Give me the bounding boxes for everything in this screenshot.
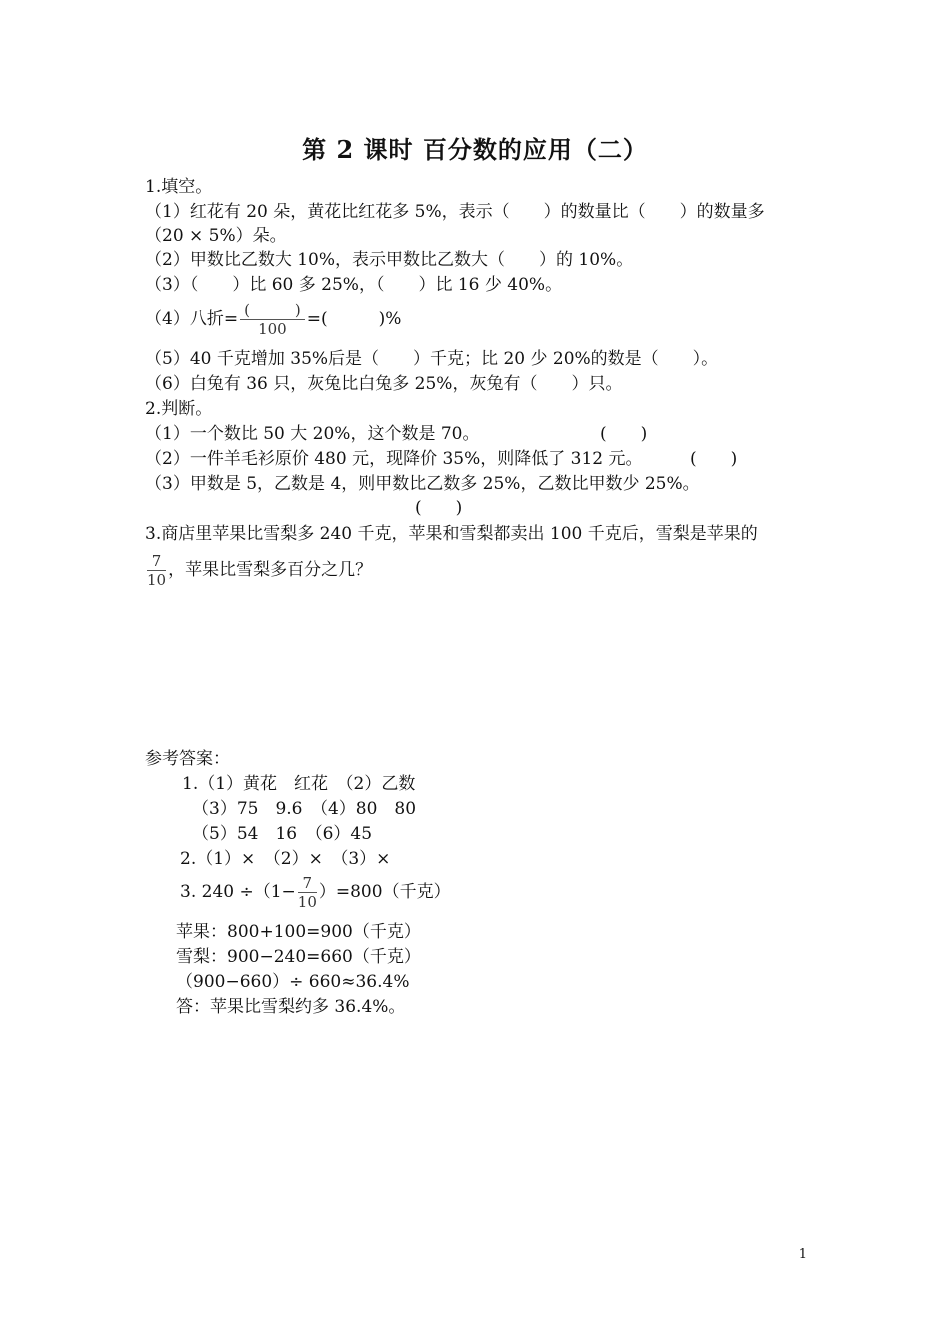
- fraction-denominator: 10: [147, 571, 167, 589]
- judge-q3-paren: ( ): [415, 498, 463, 518]
- fraction-denominator: 100: [258, 320, 287, 338]
- fill-q3: （3）（ ）比 60 多 25%，（ ）比 16 少 40%。: [145, 275, 563, 295]
- word-problem-fraction: [147, 552, 166, 589]
- fraction-numerator: 7: [147, 552, 166, 571]
- fill-q4-fraction: [240, 301, 305, 338]
- fill-q2: （2）甲数比乙数大 10%，表示甲数比乙数大（ ）的 10%。: [145, 250, 634, 270]
- fraction-numerator: ( ): [240, 301, 305, 320]
- page-title: 第 2 课时 百分数的应用（二）: [302, 135, 648, 164]
- word-problem-line2: [145, 552, 372, 589]
- answer-3-fraction: [298, 874, 317, 911]
- answer-3-line2: 苹果：800+100=900（千克）: [176, 922, 421, 942]
- answer-3-line5: 答：苹果比雪梨约多 36.4%。: [176, 997, 406, 1017]
- answer-2: 2.（1）× （2）× （3）×: [180, 849, 391, 869]
- judge-q2: （2）一件羊毛衫原价 480 元，现降价 35%，则降低了 312 元。: [145, 449, 643, 469]
- answer-1-line2: （3）75 9.6 （4）80 80: [192, 799, 417, 819]
- answer-3-line1: [180, 874, 451, 911]
- word-problem-line2-text: ，苹果比雪梨多百分之几？: [168, 560, 373, 580]
- fill-q4: [145, 301, 401, 338]
- section2-heading: 2.判断。: [145, 399, 213, 419]
- answer-1-line3: （5）54 16 （6）45: [192, 824, 373, 844]
- answer-3-line3: 雪梨：900−240=660（千克）: [176, 947, 421, 967]
- judge-q1-paren: ( ): [600, 424, 648, 444]
- word-problem-line1: 3.商店里苹果比雪梨多 240 千克，苹果和雪梨都卖出 100 千克后，雪梨是苹果的: [145, 524, 758, 544]
- answers-heading: 参考答案：: [145, 749, 230, 769]
- fill-q1-line2: （20 × 5%）朵。: [145, 226, 287, 246]
- page-number: 1: [798, 1247, 807, 1262]
- fraction-numerator: 7: [298, 874, 317, 893]
- judge-q3: （3）甲数是 5，乙数是 4，则甲数比乙数多 25%，乙数比甲数少 25%。: [145, 474, 700, 494]
- fill-q6: （6）白兔有 36 只，灰兔比白兔多 25%，灰兔有（ ）只。: [145, 374, 623, 394]
- judge-q1: （1）一个数比 50 大 20%，这个数是 70。: [145, 424, 480, 444]
- fraction-denominator: 10: [297, 893, 317, 911]
- answer-1-line1: 1.（1）黄花 红花 （2）乙数: [182, 774, 416, 794]
- fill-q4-suffix: =( )%: [306, 309, 402, 329]
- answer-3-prefix: 3. 240 ÷（1−: [180, 882, 296, 902]
- answer-3-line4: （900−660）÷ 660≈36.4%: [176, 972, 410, 992]
- fill-q5: （5）40 千克增加 35%后是（ ）千克；比 20 少 20%的数是（ ）。: [145, 349, 719, 369]
- judge-q2-paren: ( ): [690, 449, 738, 469]
- answer-3-suffix: ）=800（千克）: [318, 882, 451, 902]
- fill-q4-prefix: （4）八折=: [145, 309, 239, 329]
- fill-q1-line1: （1）红花有 20 朵，黄花比红花多 5%，表示（ ）的数量比（ ）的数量多: [145, 202, 765, 222]
- section1-heading: 1.填空。: [145, 177, 213, 197]
